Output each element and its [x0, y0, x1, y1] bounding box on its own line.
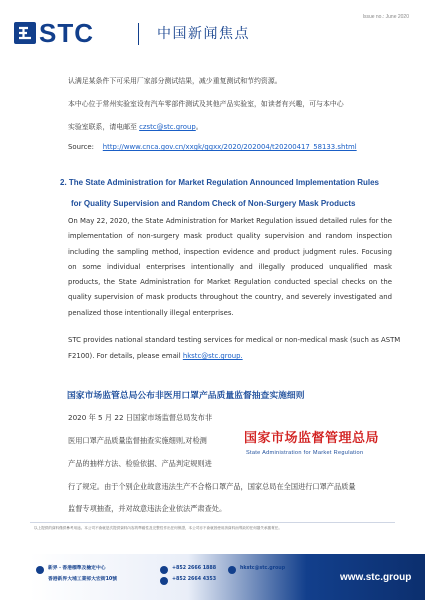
- cn-line-1: 2020 年 5 月 22 日国家市场监督总局发布非: [68, 413, 213, 422]
- section-2-heading-line-1: 2. The State Administration for Market Regulation Announced Implementation Rules: [60, 178, 379, 187]
- header-divider: [138, 23, 139, 45]
- cn-line-2: 医用口罩产品质量监督抽查实施细则,对检测: [68, 436, 207, 445]
- footer-email[interactable]: hkstc@stc.group: [240, 566, 286, 571]
- stc-service-line-1: STC provides national standard testing services for medical or non-medical mask (such as ASTM: [68, 336, 401, 344]
- footer-divider: [30, 522, 395, 523]
- hkstc-email-link[interactable]: hkstc@stc.group.: [182, 352, 243, 360]
- stc-service-text: F2100). For details, please email: [68, 352, 183, 360]
- czstc-email-link[interactable]: czstc@stc.group: [139, 123, 196, 131]
- intro-line-3-suffix: 。: [195, 123, 203, 131]
- footer-website-link[interactable]: www.stc.group: [340, 572, 412, 583]
- section-2-heading-line-2: for Quality Supervision and Random Check of Non-Surgery Mask Products: [71, 199, 356, 208]
- section-2-body: On May 22, 2020, the State Administration for Market Regulation issued detailed rules for the implementation of non-surgery mask product quality supervision and random inspection including the sampling method, inspection evidence and product judgment rules. Focusing on some individual enterprises intentionally and illegally produced unqualified mask products, the State Administration for Market Regulation conducted special checks on the quality supervision of mask products throughout the country, and severely investigated and penalized those intentionally illegal enterprises.: [68, 217, 392, 317]
- page-header: [0, 0, 425, 62]
- source-url-link[interactable]: http://www.cnca.gov.cn/xxgk/ggxx/2020/202004/t20200417_58133.shtml: [102, 143, 357, 151]
- footer-fax: +852 2664 4353: [172, 577, 217, 582]
- intro-line-3-text: 实验室联系，请电邮至: [68, 123, 140, 131]
- stc-logo-text: STC: [39, 18, 94, 48]
- source-label: Source:: [68, 143, 94, 151]
- phone-icon: [160, 566, 168, 574]
- stc-service-line-2: [68, 351, 243, 361]
- stc-logo-icon: [14, 22, 36, 44]
- footer-address-line-1: 新界・香港標準及檢定中心: [48, 566, 106, 571]
- cn-section-heading: 国家市场监管总局公布非医用口罩产品质量监督抽查实施细则: [67, 391, 305, 401]
- intro-line-1: 认满足某条件下可采用厂家部分测试结果，减少重复测试和节约资源。: [68, 77, 282, 85]
- footer-phone: +852 2666 1888: [172, 566, 217, 571]
- source-line: [68, 142, 357, 152]
- footer-address-line-2: 香港新界大埔工業邨大宏街10號: [48, 577, 118, 582]
- samr-logo-cn: 国家市场监督管理总局: [244, 431, 380, 446]
- cn-line-5: 监督专项抽查，并对故意违法企业依法严肃查处。: [68, 504, 227, 513]
- page-footer: [0, 554, 425, 600]
- newsletter-title: 中国新闻焦点: [157, 26, 250, 42]
- intro-line-3: [68, 122, 203, 132]
- email-icon: [228, 566, 236, 574]
- location-icon: [36, 566, 44, 574]
- disclaimer-text: 以上提供的資料僅供參考用途。本公司不會就是次提供資料內容的準確性及完整性作出任何保證，本公司亦不會就因使用該資料而導致的任何損失承擔責任。: [34, 526, 282, 530]
- fax-icon: [160, 577, 168, 585]
- cn-line-4: 行了规定。由于个别企业故意违法生产不合格口罩产品，国家总局在全国进行口罩产品质量: [68, 482, 356, 491]
- samr-logo-en: State Administration for Market Regulation: [246, 450, 364, 456]
- cn-line-3: 产品的抽样方法、检验依据、产品判定规则进: [68, 459, 212, 468]
- issue-label: Issue no.: June 2020: [362, 14, 409, 20]
- intro-line-2: 本中心位于常州实验室设有汽车零部件测试及其他产品实验室，如读者有兴趣，可与本中心: [68, 100, 344, 108]
